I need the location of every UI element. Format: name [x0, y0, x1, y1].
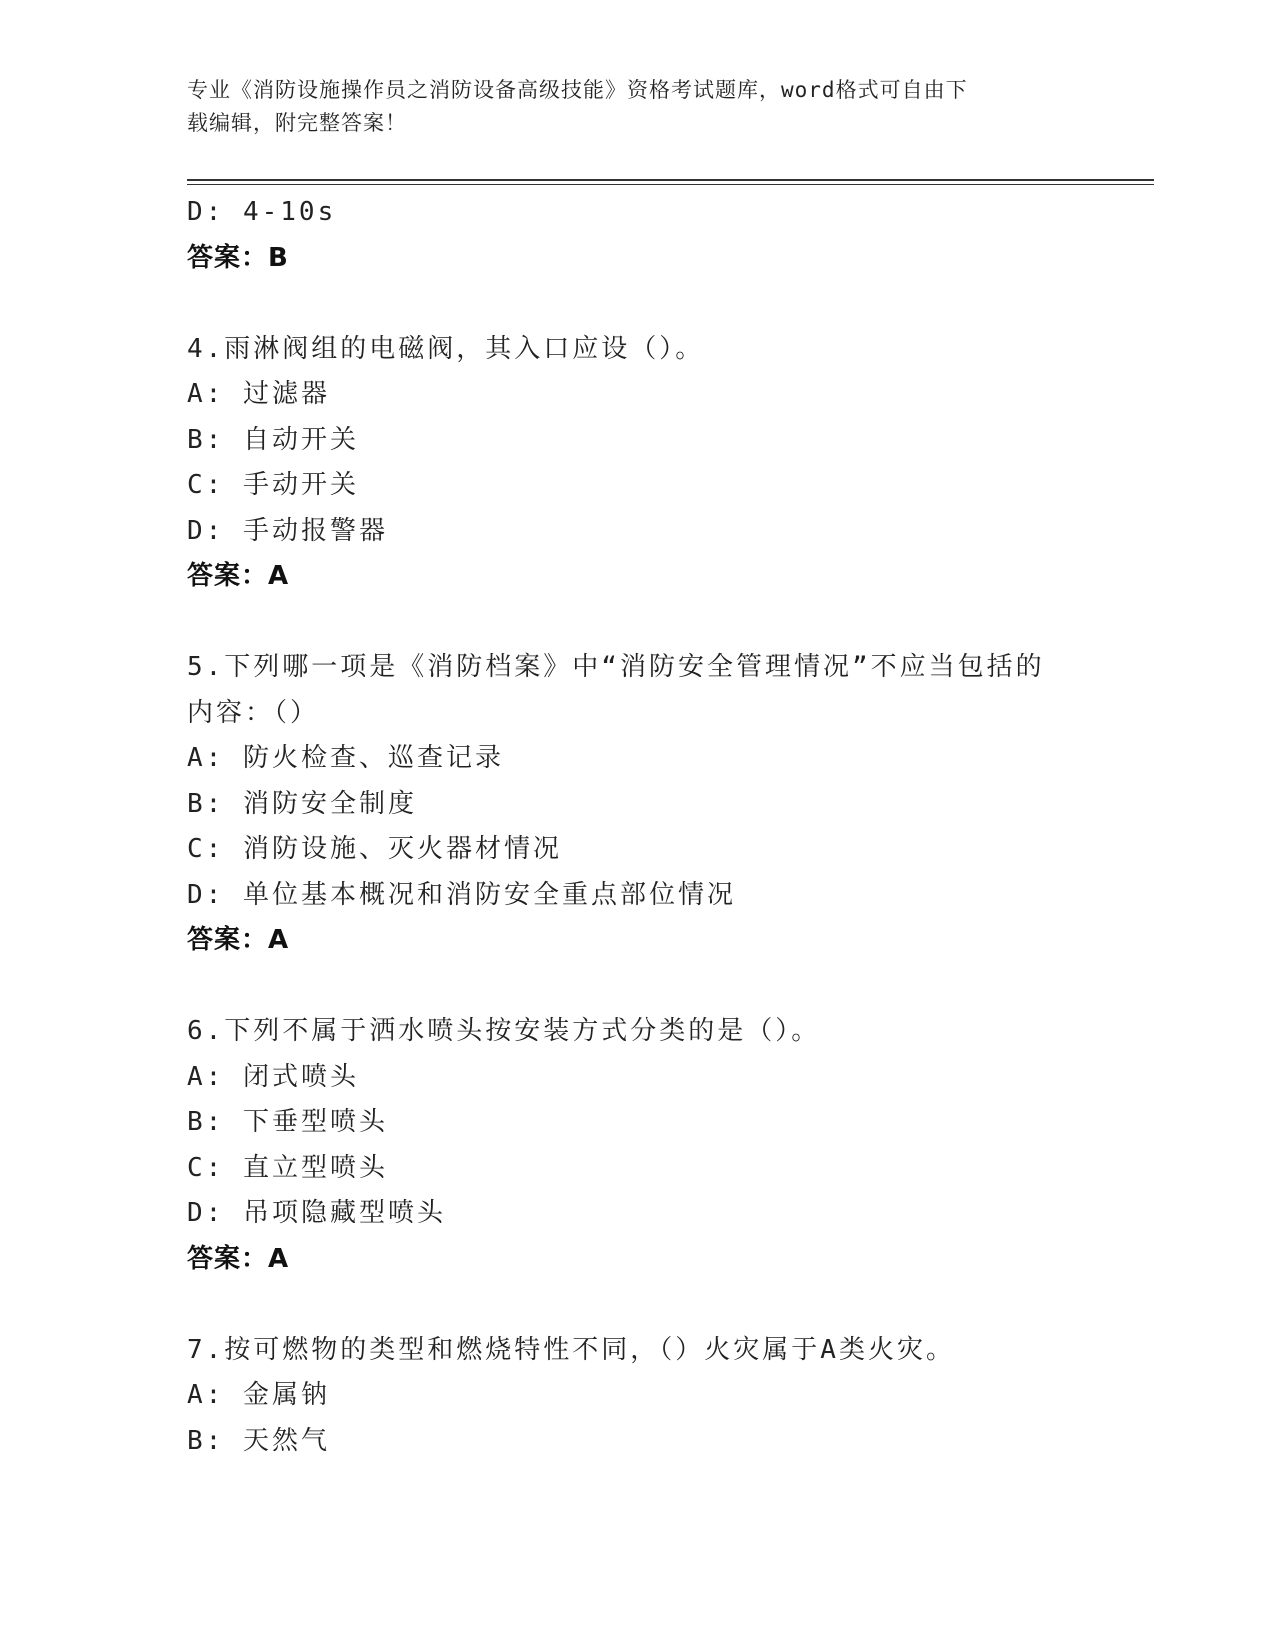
spacer	[187, 281, 1087, 327]
spacer	[187, 964, 1087, 1010]
option-b: B: 下垂型喷头	[187, 1107, 388, 1137]
option-a: A: 防火检查、巡查记录	[187, 743, 504, 773]
question-stem: 5.下列哪一项是《消防档案》中“消防安全管理情况”不应当包括的	[187, 652, 1045, 682]
option-b: B: 自动开关	[187, 424, 359, 455]
question-content	[187, 190, 1087, 1464]
spacer	[187, 600, 1087, 646]
question-stem-continued: 内容：（）	[187, 697, 320, 728]
answer-line: 答案：A	[187, 1243, 290, 1274]
option-c: C: 直立型喷头	[187, 1152, 388, 1183]
header-rule-thin	[187, 184, 1154, 185]
question-block-7	[187, 1328, 1087, 1465]
question-stem: 4.雨淋阀组的电磁阀，其入口应设（）。	[187, 333, 705, 364]
header-line-2: 载编辑，附完整答案！	[187, 111, 407, 135]
option-a: A: 过滤器	[187, 379, 330, 409]
answer-line: 答案：A	[187, 925, 290, 955]
question-stem: 6.下列不属于洒水喷头按安装方式分类的是（）。	[187, 1016, 821, 1046]
document-header	[187, 74, 1087, 140]
option-c: C: 手动开关	[187, 470, 359, 500]
spacer	[187, 1282, 1087, 1328]
option-b: B: 天然气	[187, 1425, 330, 1456]
header-rule-thick	[187, 179, 1154, 181]
option-a: A: 金属钠	[187, 1380, 330, 1410]
option-d: D: 吊项隐藏型喷头	[187, 1198, 446, 1228]
question-block-6	[187, 1009, 1087, 1282]
option-b: B: 消防安全制度	[187, 788, 417, 819]
option-a: A: 闭式喷头	[187, 1061, 359, 1092]
header-line-1: 专业《消防设施操作员之消防设备高级技能》资格考试题库，word格式可自由下	[187, 78, 968, 102]
option-d: D: 单位基本概况和消防安全重点部位情况	[187, 879, 736, 910]
option-c: C: 消防设施、灭火器材情况	[187, 834, 562, 864]
question-block-4	[187, 327, 1087, 600]
option-d: D: 手动报警器	[187, 515, 388, 546]
answer-line: 答案：A	[187, 561, 290, 591]
answer-line: 答案：B	[187, 242, 289, 273]
question-block-5	[187, 645, 1087, 964]
question-stem: 7.按可燃物的类型和燃烧特性不同，（）火灾属于A类火灾。	[187, 1334, 955, 1365]
option-d: D: 4-10s	[187, 197, 337, 227]
